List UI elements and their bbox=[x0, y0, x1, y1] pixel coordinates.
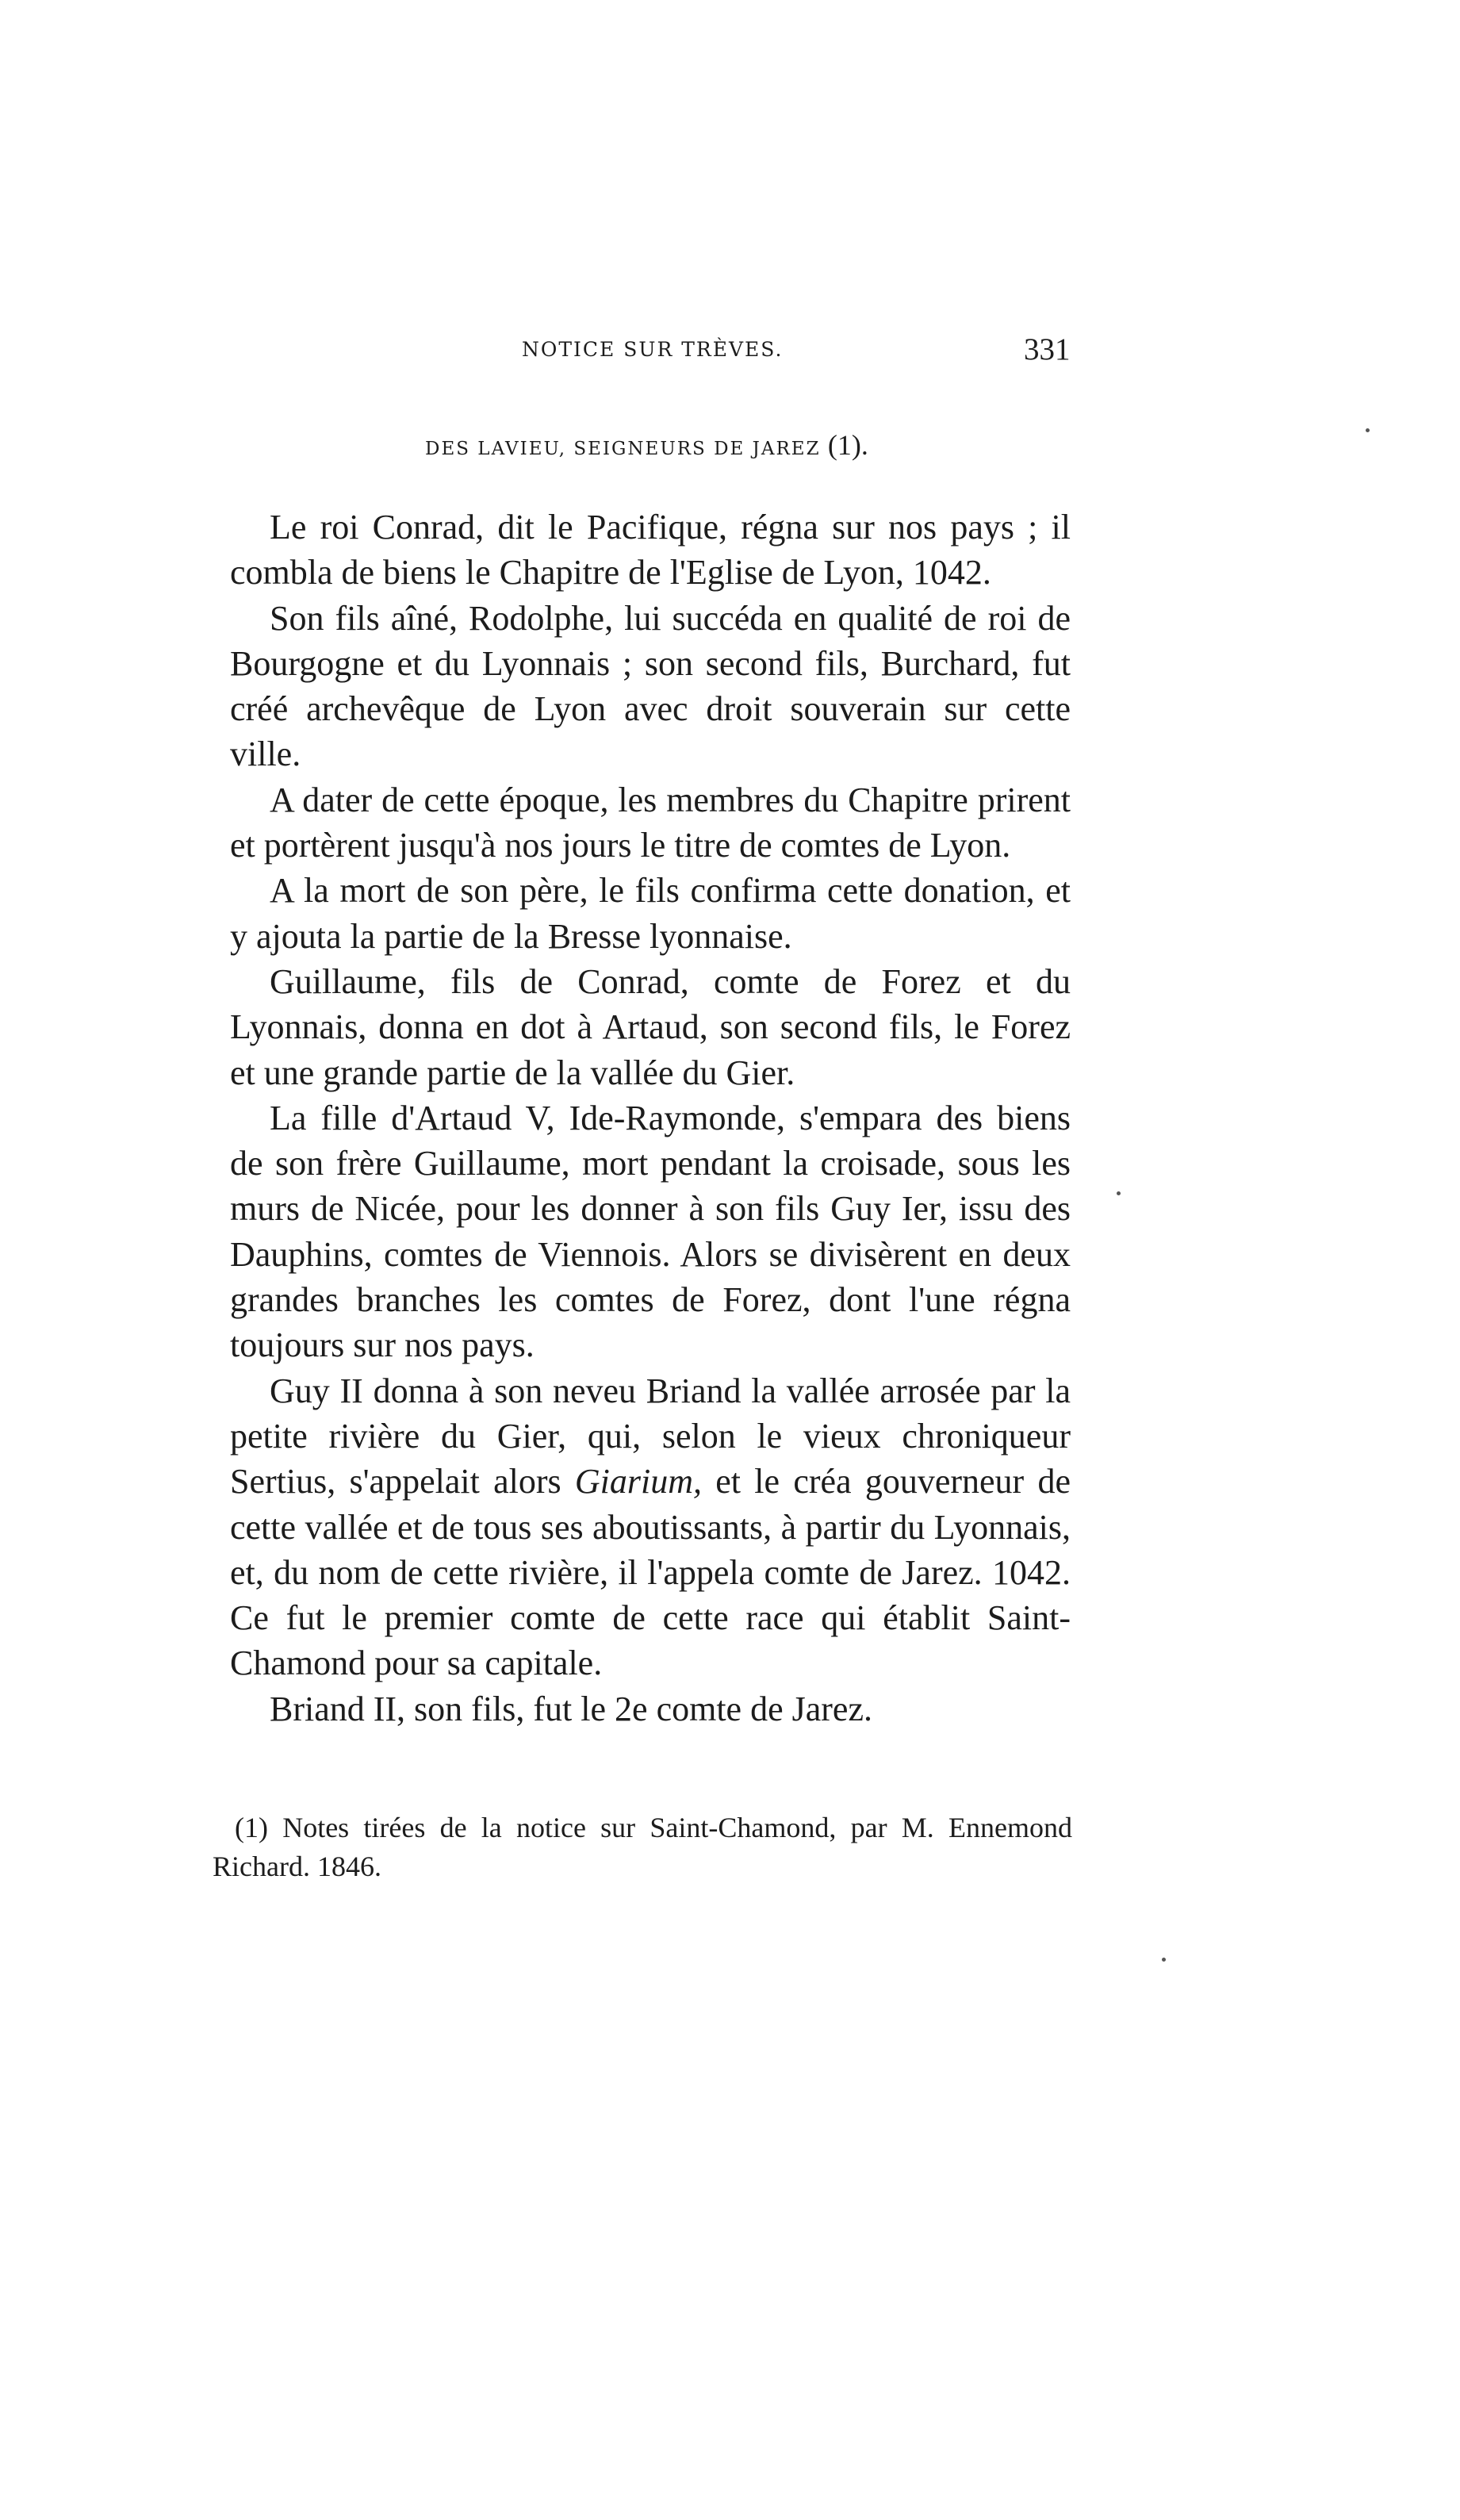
paragraph: Guillaume, fils de Conrad, comte de Forez et du Lyonnais, donna en dot à Artaud, son second fils, le Forez et une grande partie de la vallée du Gier. bbox=[230, 961, 1071, 1092]
scan-speck bbox=[1117, 1191, 1121, 1195]
page-number: 331 bbox=[1024, 332, 1071, 366]
scan-speck bbox=[1366, 428, 1370, 432]
section-heading bbox=[425, 428, 868, 462]
paragraph-text: Guy II donna à son neveu Briand la vallée arrosée par la petite rivière du Gier, qui, selon le vieux chroniqueur Sertius, s'appelait alors bbox=[230, 1371, 1071, 1502]
footnote-reference: (1). bbox=[827, 429, 868, 461]
paragraph-text: et le créa gouverneur de cette vallée et de tous ses aboutissants, à partir du Lyonnais, et, du nom de cette rivière, il l'appela comte de Jarez. 1042. Ce fut le premier comte de cette race qui établit Saint-Chamond pour sa capitale. bbox=[230, 1462, 1071, 1683]
paragraph: La fille d'Artaud V, Ide-Raymonde, s'empara des biens de son frère Guillaume, mort pendant la croisade, sous les murs de Nicée, pour les donner à son fils Guy Ier, issu des Dauphins, comtes de Viennois. Alors se divisèrent en deux grandes branches les comtes de Forez, dont l'une régna toujours sur nos pays. bbox=[230, 1098, 1071, 1365]
footnote bbox=[213, 1808, 1072, 1886]
italic-term: Giarium, bbox=[574, 1462, 702, 1502]
paragraph: A dater de cette époque, les membres du Chapitre prirent et portèrent jusqu'à nos jours le titre de comtes de Lyon. bbox=[230, 780, 1071, 865]
running-title: NOTICE SUR TRÈVES. bbox=[522, 338, 784, 361]
footnote-text: (1) Notes tirées de la notice sur Saint-Chamond, par M. Ennemond Richard. 1846. bbox=[213, 1812, 1072, 1882]
paragraph: Le roi Conrad, dit le Pacifique, régna sur nos pays ; il combla de biens le Chapitre de l'Eglise de Lyon, 1042. bbox=[230, 508, 1071, 593]
section-heading-text: DES LAVIEU, SEIGNEURS DE JAREZ bbox=[425, 439, 821, 459]
paragraph: Briand II, son fils, fut le 2e comte de Jarez. bbox=[270, 1689, 872, 1728]
scan-speck bbox=[1162, 1958, 1166, 1962]
paragraph: A la mort de son père, le fils confirma cette donation, et y ajouta la partie de la Bresse lyonnaise. bbox=[230, 871, 1071, 956]
paragraph: Son fils aîné, Rodolphe, lui succéda en qualité de roi de Bourgogne et du Lyonnais ; son second fils, Burchard, fut créé archevêque de Lyon avec droit souverain sur cette ville. bbox=[230, 598, 1071, 774]
paragraph bbox=[230, 1368, 1071, 1686]
body-text bbox=[230, 504, 1071, 1732]
